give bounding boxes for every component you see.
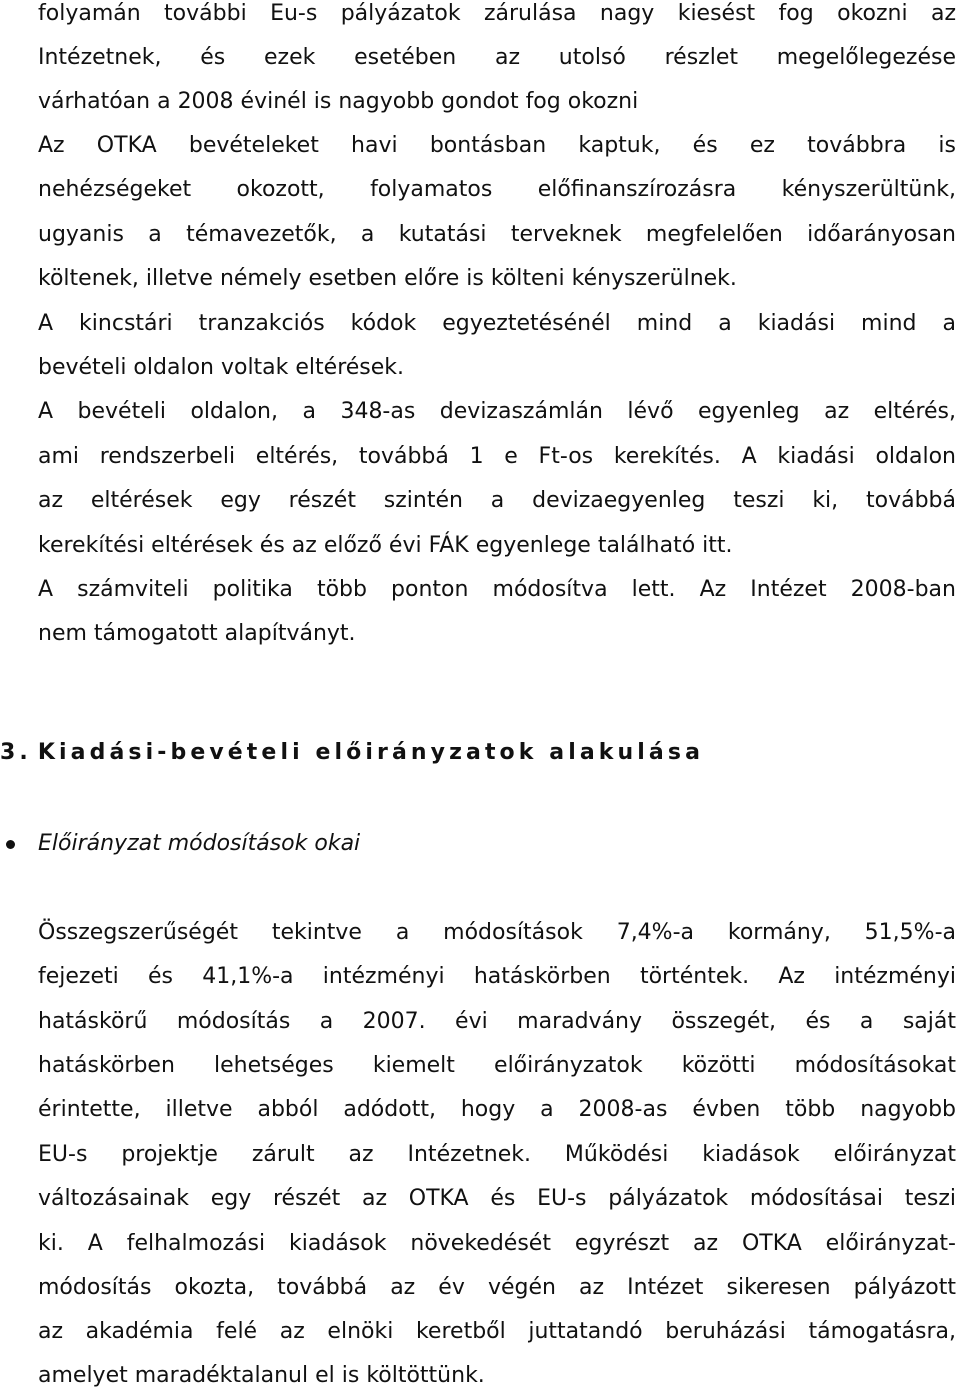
text-line: Intézetnek, és ezek esetében az utolsó részlet megelőlegezése	[38, 45, 956, 70]
text-line: módosítás okozta, továbbá az év végén az Intézet sikeresen pályázott	[38, 1275, 956, 1300]
text-line: Az OTKA bevételeket havi bontásban kaptuk, és ez továbbra is	[38, 133, 956, 158]
text-line: hatáskörű módosítás a 2007. évi maradvány összegét, és a saját	[38, 1009, 956, 1034]
section-title: Kiadási-bevételi előirányzatok alakulása	[37, 740, 705, 765]
text-line: érintette, illetve abból adódott, hogy a 2008-as évben több nagyobb	[38, 1097, 956, 1122]
text-line: Összegszerűségét tekintve a módosítások 7,4%-a kormány, 51,5%-a	[38, 920, 956, 945]
text-line: amelyet maradéktalanul el is költöttünk.	[38, 1363, 485, 1388]
text-line: ugyanis a témavezetők, a kutatási terveknek megfelelően időarányosan	[38, 222, 956, 247]
text-line: A kincstári tranzakciós kódok egyeztetésénél mind a kiadási mind a	[38, 311, 956, 336]
text-line: A számviteli politika több ponton módosítva lett. Az Intézet 2008-ban	[38, 577, 956, 602]
text-line: hatáskörben lehetséges kiemelt előirányzatok közötti módosításokat	[38, 1053, 956, 1078]
text-line: fejezeti és 41,1%-a intézményi hatáskörben történtek. Az intézményi	[38, 964, 956, 989]
text-line: ki. A felhalmozási kiadások növekedését egyrészt az OTKA előirányzat-	[38, 1231, 956, 1256]
text-line: az eltérések egy részét szintén a devizaegyenleg teszi ki, továbbá	[38, 488, 956, 513]
section-heading	[0, 731, 704, 775]
bullet-text: Előirányzat módosítások okai	[38, 831, 361, 856]
text-line: bevételi oldalon voltak eltérések.	[38, 355, 405, 380]
bullet-item	[0, 822, 960, 866]
text-line: EU-s projektje zárult az Intézetnek. Működési kiadások előirányzat	[38, 1142, 956, 1167]
text-line: költenek, illetve némely esetben előre is költeni kényszerülnek.	[38, 266, 737, 291]
text-line: nehézségeket okozott, folyamatos előfinanszírozásra kényszerültünk,	[38, 177, 956, 202]
bullet-dot-icon	[6, 840, 15, 849]
text-line: A bevételi oldalon, a 348-as devizaszámlán lévő egyenleg az eltérés,	[38, 399, 956, 424]
section-number: 3.	[0, 740, 32, 765]
text-line: kerekítési eltérések és az előző évi FÁK egyenlege található itt.	[38, 533, 733, 558]
text-line: várhatóan a 2008 évinél is nagyobb gondot fog okozni	[38, 89, 639, 114]
text-line: változásainak egy részét az OTKA és EU-s pályázatok módosításai teszi	[38, 1186, 956, 1211]
text-line: nem támogatott alapítványt.	[38, 621, 356, 646]
text-line: ami rendszerbeli eltérés, továbbá 1 e Ft-os kerekítés. A kiadási oldalon	[38, 444, 956, 469]
text-line: folyamán további Eu-s pályázatok zárulása nagy kiesést fog okozni az	[38, 1, 956, 26]
text-line: az akadémia felé az elnöki keretből juttatandó beruházási támogatásra,	[38, 1319, 956, 1344]
